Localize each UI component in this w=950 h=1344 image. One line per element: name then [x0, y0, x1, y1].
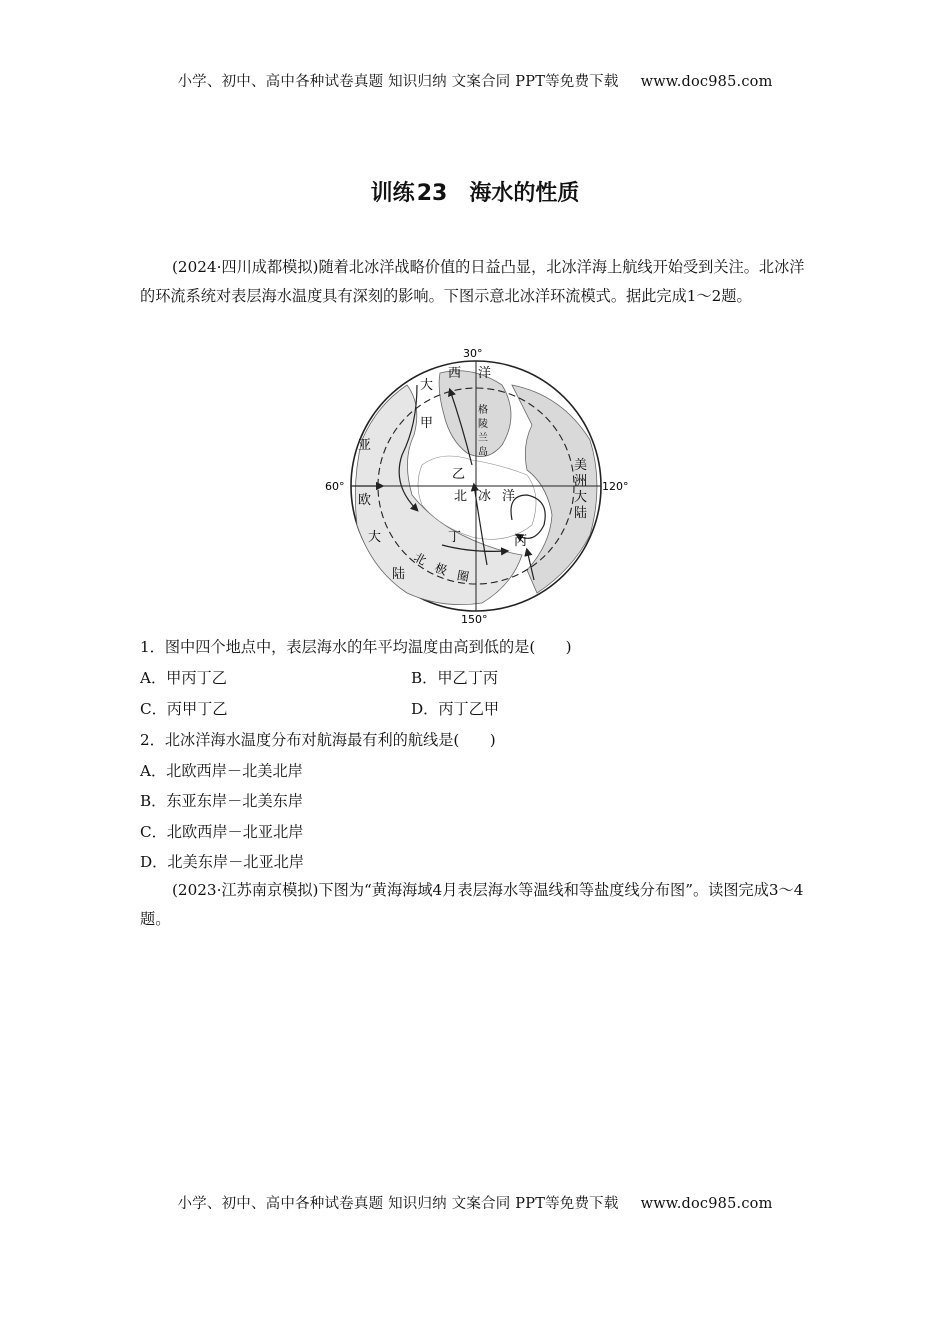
- page-header: [0, 70, 950, 91]
- label-bjq-3: 圈: [455, 568, 471, 585]
- intro-paragraph-2: (2023·江苏南京模拟)下图为“黄海海域4月表层海水等温线和等盐度线分布图”。读图完成3～4题。: [140, 881, 804, 928]
- label-mz-2: 洲: [574, 474, 588, 489]
- q2-option-a[interactable]: A．北欧西岸－北美北岸: [140, 762, 303, 780]
- title-prefix: 训练: [370, 181, 415, 206]
- page-title: [0, 176, 950, 207]
- header-site[interactable]: www.doc985.com: [640, 74, 773, 90]
- label-ding: 丁: [448, 530, 462, 545]
- arctic-circulation-map: [322, 345, 632, 627]
- deg-bottom: 150°: [461, 613, 488, 626]
- q2-option-c[interactable]: C．北欧西岸－北亚北岸: [140, 823, 304, 841]
- label-xi: 西: [448, 366, 462, 381]
- q1-option-c[interactable]: C．丙甲丁乙: [140, 700, 228, 718]
- deg-left: 60°: [325, 480, 345, 493]
- label-ou: 欧: [358, 493, 372, 508]
- label-jia: 甲: [420, 416, 434, 431]
- label-bjq-1: 北: [411, 550, 429, 569]
- deg-right: 120°: [602, 480, 629, 493]
- title-name: 海水的性质: [469, 181, 580, 206]
- label-yang2: 洋: [502, 489, 516, 504]
- question-2-stem: 2．北冰洋海水温度分布对航海最有利的航线是( ): [140, 731, 496, 749]
- label-mz-3: 大: [574, 490, 588, 505]
- label-yang1: 洋: [478, 366, 492, 381]
- label-gl-1: 格: [478, 405, 488, 416]
- q2-option-d[interactable]: D．北美东岸－北亚北岸: [140, 853, 305, 871]
- label-bjq-2: 极: [432, 560, 449, 578]
- label-gl-2: 陵: [478, 419, 488, 430]
- label-mz-4: 陆: [574, 506, 588, 521]
- label-gl-3: 兰: [478, 433, 488, 444]
- label-da1: 大: [420, 378, 434, 393]
- label-gl-4: 岛: [478, 447, 488, 458]
- question-1-stem: 1．图中四个地点中，表层海水的年平均温度由高到低的是( ): [140, 638, 572, 656]
- title-number: 23: [416, 181, 448, 206]
- q2-option-b[interactable]: B．东亚东岸－北美东岸: [140, 792, 304, 810]
- q1-option-b[interactable]: B．甲乙丁丙: [411, 669, 499, 687]
- label-lu1: 陆: [392, 567, 406, 582]
- q1-option-d[interactable]: D．丙丁乙甲: [411, 700, 500, 718]
- label-bing: 冰: [478, 489, 492, 504]
- label-ya: 亚: [358, 438, 372, 453]
- footer-site[interactable]: www.doc985.com: [640, 1196, 773, 1212]
- q1-option-a[interactable]: A．甲丙丁乙: [140, 669, 227, 687]
- footer-text: 小学、初中、高中各种试卷真题 知识归纳 文案合同 PPT等免费下载: [177, 1196, 619, 1212]
- label-bei: 北: [454, 489, 468, 504]
- intro-paragraph-1: (2024·四川成都模拟)随着北冰洋战略价值的日益凸显，北冰洋海上航线开始受到关注。北冰洋的环流系统对表层海水温度具有深刻的影响。下图示意北冰洋环流模式。据此完成1～2题。: [140, 258, 805, 305]
- label-bing3: 丙: [514, 534, 528, 549]
- deg-top: 30°: [463, 347, 483, 360]
- label-yi: 乙: [452, 467, 466, 482]
- header-text: 小学、初中、高中各种试卷真题 知识归纳 文案合同 PPT等免费下载: [177, 74, 619, 90]
- label-mz-1: 美: [574, 458, 588, 473]
- page-footer: [0, 1192, 950, 1213]
- label-da2: 大: [368, 530, 382, 545]
